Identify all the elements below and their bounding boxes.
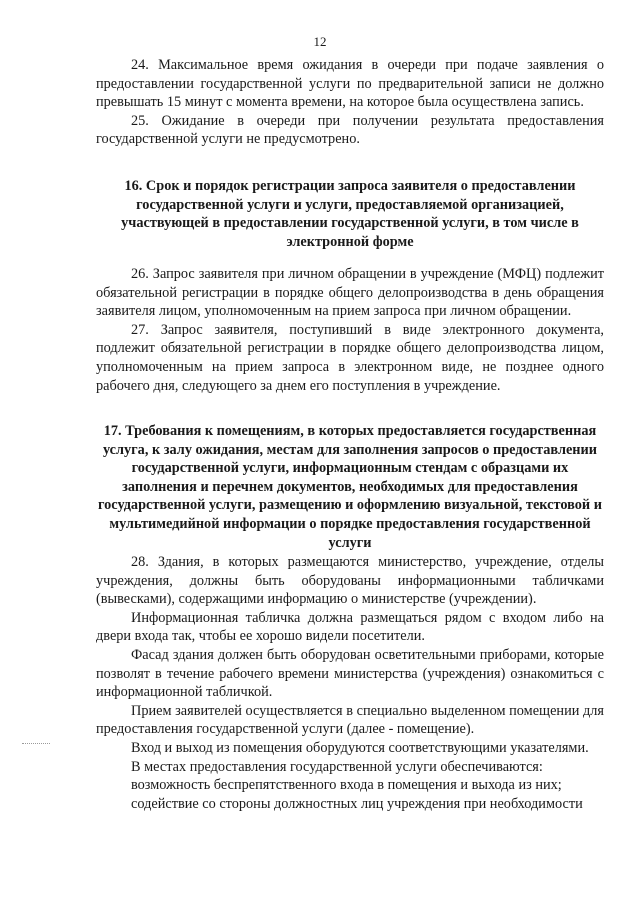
section-registration (96, 265, 604, 395)
paragraph-24: 24. Максимальное время ожидания в очереди при подаче заявления о предоставлении государственной услуги по предварительной записи не должно превышать 15 минут с момента времени, на которое была осуществлена запись. (96, 57, 604, 111)
paragraph-facade: Фасад здания должен быть оборудован осветительными приборами, которые позволят в течение рабочего времени министерства (учреждения) ознакомиться с информационной табличкой. (96, 646, 604, 701)
section-time-limits (96, 56, 604, 149)
paragraph-access: возможность беспрепятственного входа в помещения и выхода из них; (131, 777, 562, 794)
section-heading-17: 17. Требования к помещениям, в которых предоставляется государственная услуга, к залу ожидания, местам для заполнения запросов о предоставлении государственной услуги, информационным стендам с образцами их заполнения и перечнем документов, необходимых для предоставления государственной услуги, размещению и оформлению визуальной, текстовой и мультимедийной информации о порядке предоставления государственной услуги (98, 423, 602, 551)
paragraph-27: 27. Запрос заявителя, поступивший в виде электронного документа, подлежит обязательной регистрации в порядке общего делопроизводства лицом, уполномоченным на прием запроса в электронном виде, не позднее одного рабочего дня, следующего за днем его поступления в учреждение. (96, 321, 604, 394)
section-heading-16: 16. Срок и порядок регистрации запроса заявителя о предоставлении государственной услуги и услуги, предоставляемой организацией, участвующей в предоставлении государственной услуги, в том числе в электронной форме (121, 178, 579, 250)
paragraph-28: 28. Здания, в которых размещаются министерство, учреждение, отделы учреждения, должны быть оборудованы информационными табличками (вывесками), содержащими информацию о министерстве (учреждении). (96, 554, 604, 608)
page-number: 12 (313, 34, 327, 49)
paragraph-reception: Прием заявителей осуществляется в специально выделенном помещении для предоставления государственной услуги (далее - помещение). (96, 702, 604, 738)
paragraph-25: 25. Ожидание в очереди при получении результата предоставления государственной услуги не предусмотрено. (96, 112, 604, 148)
margin-mark (22, 743, 50, 744)
paragraph-entrance: Вход и выход из помещения оборудуются соответствующими указателями. (131, 739, 589, 756)
paragraph-signboard: Информационная табличка должна размещаться рядом с входом либо на двери входа так, чтобы ее хорошо видели посетители. (96, 609, 604, 645)
paragraph-provided: В местах предоставления государственной услуги обеспечиваются: (131, 758, 543, 775)
paragraph-26: 26. Запрос заявителя при личном обращении в учреждение (МФЦ) подлежит обязательной регистрации в порядке общего делопроизводства в день обращения заявителя лицом, уполномоченным на прием запроса при личном обращении. (96, 266, 604, 320)
paragraph-assistance: содействие со стороны должностных лиц учреждения при необходимости (131, 795, 583, 812)
section-premises (96, 553, 604, 813)
